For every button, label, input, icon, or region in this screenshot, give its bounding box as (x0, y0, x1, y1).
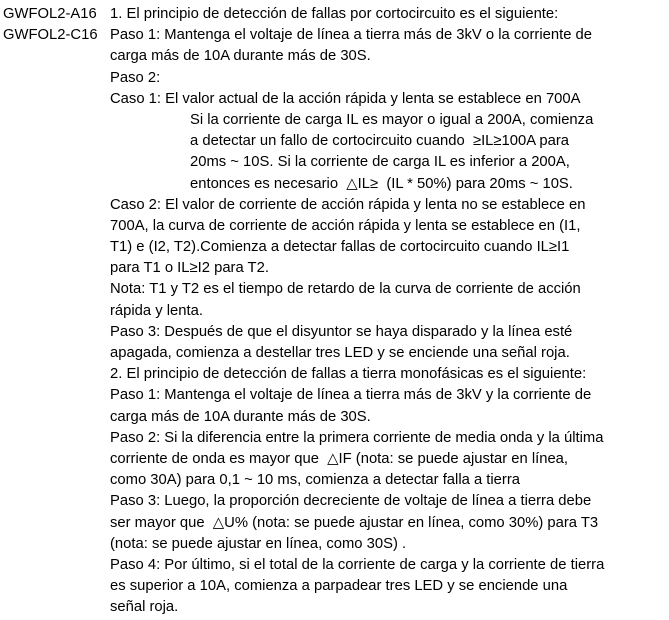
row-text: como 30A) para 0,1 ~ 10 ms, comienza a detectar falla a tierra (110, 472, 520, 489)
row-text: 2. El principio de detección de fallas a tierra monofásicas es el siguiente: (110, 366, 587, 383)
row-text: Paso 3: Luego, la proporción decreciente de voltaje de línea a tierra debe (110, 493, 592, 510)
text-line (0, 258, 669, 279)
row-text: 700A, la curva de corriente de acción rápida y lenta se establece en (I1, (110, 217, 581, 234)
text-line (0, 555, 669, 576)
row-text: Paso 3: Después de que el disyuntor se haya disparado y la línea esté (110, 323, 573, 340)
row-text: es superior a 10A, comienza a parpadear tres LED y se enciende una (110, 578, 568, 595)
text-line (0, 68, 669, 89)
row-text: entonces es necesario △IL≥ (IL * 50%) para 20ms ~ 10S. (190, 175, 573, 192)
row-text: Si la corriente de carga IL es mayor o igual a 200A, comienza (190, 111, 594, 128)
row-text: ser mayor que △U% (nota: se puede ajustar en línea, como 30%) para T3 (110, 514, 599, 531)
text-line (0, 364, 669, 385)
text-line (0, 491, 669, 512)
text-line (0, 407, 669, 428)
text-line (0, 131, 669, 152)
row-text: carga más de 10A durante más de 30S. (110, 408, 371, 425)
row-text: (nota: se puede ajustar en línea, como 30S) . (110, 535, 407, 552)
text-line (0, 89, 669, 110)
text-line (0, 385, 669, 406)
document-body (0, 4, 669, 618)
row-text: 1. El principio de detección de fallas por cortocircuito es el siguiente: (110, 6, 559, 22)
text-line (0, 301, 669, 322)
row-text: señal roja. (110, 599, 179, 616)
text-line (0, 4, 669, 25)
row-text: 20ms ~ 10S. Si la corriente de carga IL es inferior a 200A, (190, 154, 570, 171)
row-label: GWFOL2-A16 (3, 6, 97, 22)
text-line (0, 110, 669, 131)
row-text: a detectar un fallo de cortocircuito cuando ≥IL≥100A para (190, 133, 570, 150)
text-line (0, 449, 669, 470)
text-line (0, 597, 669, 618)
text-line (0, 216, 669, 237)
row-text: Paso 1: Mantenga el voltaje de línea a tierra más de 3kV y la corriente de (110, 387, 592, 404)
text-line (0, 576, 669, 597)
text-line (0, 279, 669, 300)
text-line (0, 174, 669, 195)
text-line (0, 25, 669, 46)
row-text: corriente de onda es mayor que △IF (nota: se puede ajustar en línea, (110, 450, 569, 467)
row-text: Caso 2: El valor de corriente de acción rápida y lenta no se establece en (110, 196, 586, 213)
row-text: apagada, comienza a destellar tres LED y se enciende una señal roja. (110, 345, 570, 361)
row-text: T1) e (I2, T2).Comienza a detectar fallas de cortocircuito cuando IL≥I1 (110, 239, 570, 256)
row-text: Paso 2: Si la diferencia entre la primera corriente de media onda y la última (110, 429, 604, 446)
row-text: Paso 4: Por último, si el total de la corriente de carga y la corriente de tierra (110, 556, 605, 573)
text-line (0, 428, 669, 449)
text-line (0, 513, 669, 534)
row-text: rápida y lenta. (110, 302, 203, 319)
text-line (0, 46, 669, 67)
text-line (0, 322, 669, 343)
text-line (0, 195, 669, 216)
row-text: Nota: T1 y T2 es el tiempo de retardo de la curva de corriente de acción (110, 281, 581, 298)
row-text: carga más de 10A durante más de 30S. (110, 48, 371, 65)
row-text: para T1 o IL≥I2 para T2. (110, 260, 269, 277)
row-text: Paso 1: Mantenga el voltaje de línea a tierra más de 3kV o la corriente de (110, 27, 593, 44)
row-text: Paso 2: (110, 69, 161, 86)
text-line (0, 152, 669, 173)
text-line (0, 470, 669, 491)
text-line (0, 343, 669, 364)
text-line (0, 534, 669, 555)
text-line (0, 237, 669, 258)
row-text: Caso 1: El valor actual de la acción rápida y lenta se establece en 700A (110, 90, 581, 107)
row-label: GWFOL2-C16 (3, 27, 98, 44)
